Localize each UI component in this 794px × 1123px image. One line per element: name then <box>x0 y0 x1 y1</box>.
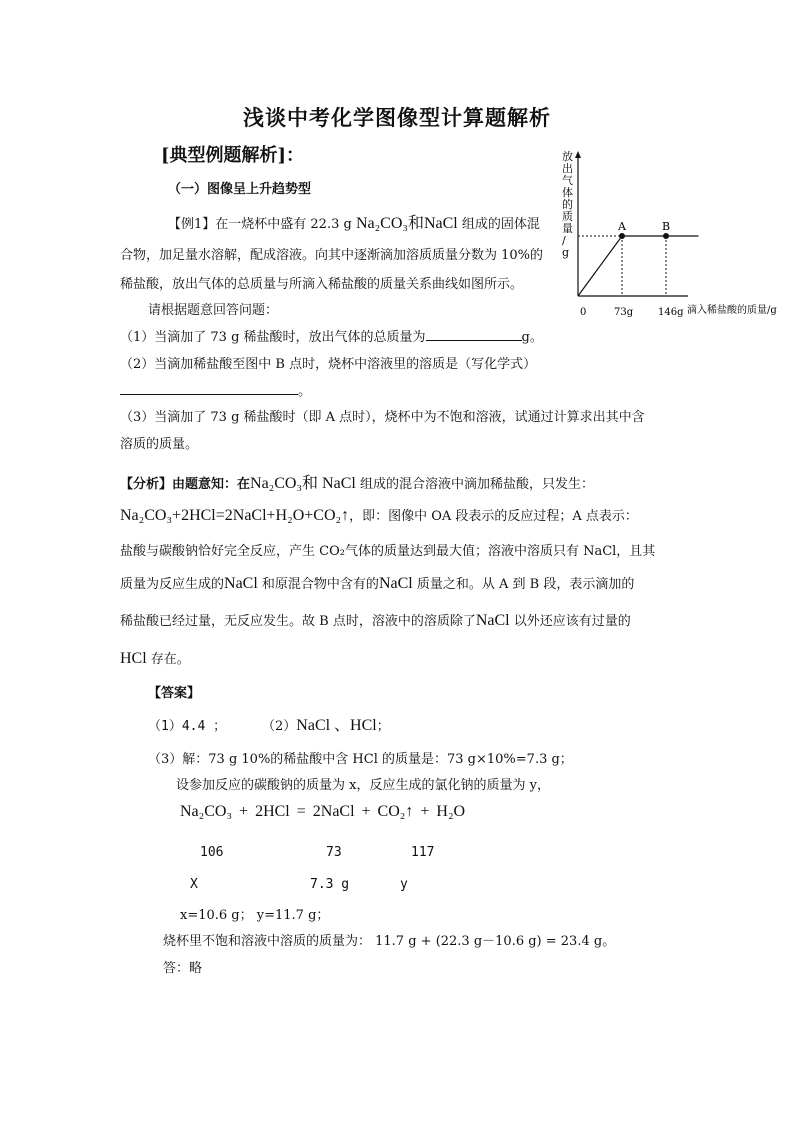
analysis-line-3: 盐酸与碳酸钠恰好完全反应，产生 CO₂气体的质量达到最大值；溶液中溶质只有 NaCl，且其 <box>120 544 656 559</box>
analysis-line-1 <box>120 470 594 493</box>
answer-heading: 【答案】 <box>148 686 201 701</box>
question-3: （3）当滴加了 73 g 稀盐酸时（即 A 点时），烧杯中为不饱和溶液，试通过计算求出其中含 <box>120 410 645 425</box>
section-heading: [典型例题解析]： <box>161 145 305 166</box>
x-tick-label: 73g <box>614 307 634 318</box>
analysis-text: 组成的混合溶液中滴加稀盐酸，只发生： <box>355 477 594 492</box>
question-text: 。 <box>298 384 312 399</box>
analysis-text: 和原混合物中含有的 <box>257 577 379 592</box>
analysis-text: 质量为反应生成的 <box>120 577 225 592</box>
formula-text: NaCl 、HCl <box>296 717 377 734</box>
gas-mass-line <box>578 236 699 296</box>
question-2: （2）当滴加稀盐酸至图中 B 点时，烧杯中溶液里的溶质是（写化学式） <box>120 357 537 372</box>
example-line-4: 请根据题意回答问题： <box>148 303 279 318</box>
gas-mass-chart <box>558 148 780 323</box>
question-text: （1）当滴加了 73 g 稀盐酸时，放出气体的总质量为 <box>120 330 426 345</box>
answer-result: x=10.6 g； y=11.7 g； <box>180 908 330 923</box>
answer-blank[interactable] <box>120 382 298 395</box>
answer-3: （3）解：73 g 10%的稀盐酸中含 HCl 的质量是：73 g×10%=7.3 g； <box>148 752 573 767</box>
unknown-x: X <box>190 877 198 892</box>
answer-end: 答：略 <box>163 961 203 976</box>
page-title: 浅谈中考化学图像型计算题解析 <box>243 105 551 130</box>
answer-text: （2） <box>262 719 297 734</box>
y-axis-arrow <box>575 151 581 158</box>
example-line-1 <box>168 210 540 233</box>
example-text: 【例1】在一烧杯中盛有 22.3 g <box>168 217 356 232</box>
analysis-text: 质量之和。从 A 到 B 段，表示滴加的 <box>412 577 635 592</box>
subsection-heading: （一）图像呈上升趋势型 <box>168 182 312 197</box>
formula-text: NaCl <box>224 575 258 592</box>
reaction-equation: Na₂CO₃+2HCl=2NaCl+H₂O+CO₂↑ <box>120 507 350 524</box>
analysis-text: 存在。 <box>146 652 190 667</box>
answer-blank[interactable] <box>426 328 522 341</box>
formula-text: Na₂CO₃和NaCl <box>355 215 458 232</box>
y-axis-label: 放出气体的质量/ g <box>562 150 573 259</box>
example-line-2: 合物，加足量水溶解，配成溶液。向其中逐渐滴加溶质质量分数为 10%的 <box>120 248 544 263</box>
formula-text: NaCl <box>475 612 510 629</box>
question-1 <box>120 326 543 345</box>
formula-text: Na₂CO₃和 NaCl <box>250 475 356 492</box>
answer-let: 设参加反应的碳酸钠的质量为 x，反应生成的氯化钠的质量为 y， <box>176 778 550 793</box>
analysis-line-5 <box>120 610 631 630</box>
analysis-line-4 <box>120 573 634 593</box>
analysis-text: 以外还应该有过量的 <box>509 614 631 629</box>
molar-mass-2: 73 <box>326 845 342 860</box>
analysis-text: 稀盐酸已经过量，无反应发生。故 B 点时，溶液中的溶质除了 <box>120 614 476 629</box>
molar-mass-3: 117 <box>411 845 435 860</box>
x-tick-label: 146g <box>658 307 684 318</box>
answer-2 <box>262 712 390 735</box>
question-2-blank-line <box>120 380 311 399</box>
analysis-line-6 <box>120 648 190 668</box>
point-label-A: A <box>618 220 626 233</box>
point-A <box>619 233 625 239</box>
formula-text: HCl <box>120 650 147 667</box>
analysis-line-2 <box>120 505 638 525</box>
example-line-3: 稀盐酸，放出气体的总质量与所滴入稀盐酸的质量关系曲线如图所示。 <box>120 277 524 292</box>
known-mass: 7.3 g <box>310 877 350 892</box>
x-axis-label: 滴入稀盐酸的质量/g <box>687 305 777 316</box>
formula-text: NaCl <box>378 575 413 592</box>
answer-equation: Na₂CO₃ + 2HCl = 2NaCl + CO₂↑ + H₂O <box>180 803 466 820</box>
analysis-text: 【分析】由题意知：在 <box>120 477 251 492</box>
question-text: g。 <box>521 330 543 345</box>
origin-label: 0 <box>580 307 587 318</box>
answer-1: （1）4.4 ； <box>148 719 227 734</box>
molar-mass-1: 106 <box>200 845 224 860</box>
answer-final: 烧杯里不饱和溶液中溶质的质量为： 11.7 g + (22.3 g－10.6 g) = 23.4 g。 <box>163 934 616 949</box>
question-3-cont: 溶质的质量。 <box>120 437 199 452</box>
unknown-y: y <box>400 877 408 892</box>
example-text: 组成的固体混 <box>457 217 540 232</box>
answer-text: ； <box>376 719 390 734</box>
point-B <box>663 233 669 239</box>
analysis-text: ，即：图像中 OA 段表示的反应过程；A 点表示： <box>349 509 638 524</box>
point-label-B: B <box>662 220 671 233</box>
